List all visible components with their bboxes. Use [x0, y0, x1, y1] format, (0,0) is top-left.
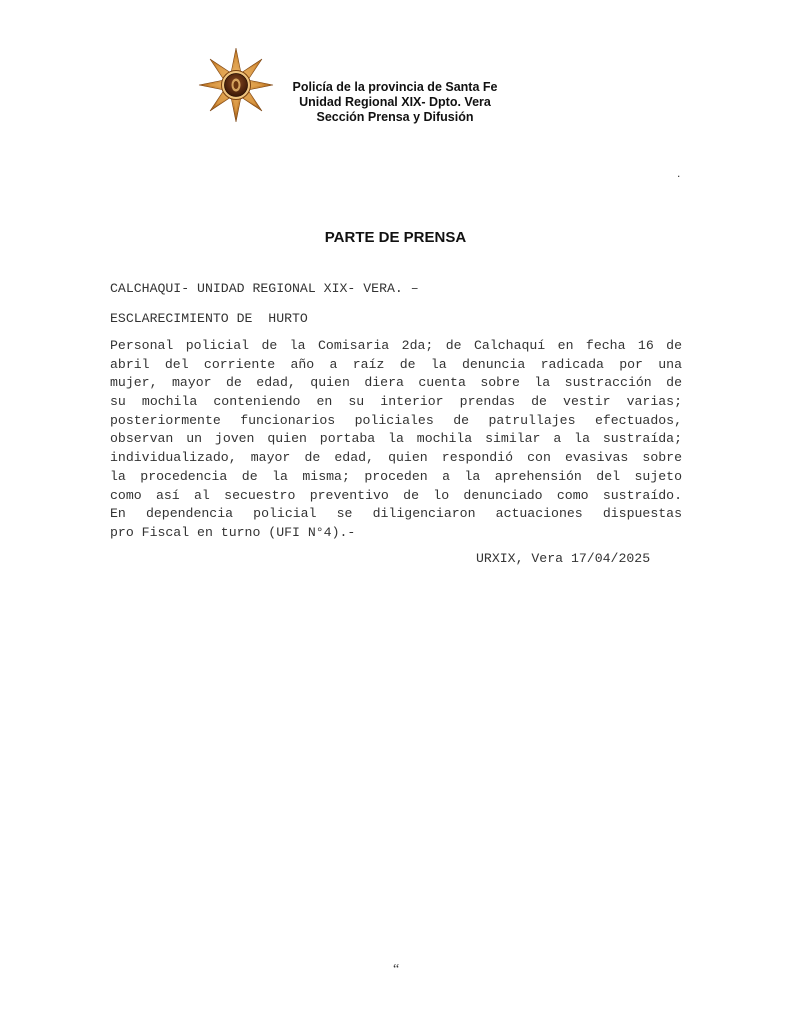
body-line: En dependencia policial se diligenciaron actuaciones dispuestas: [110, 506, 682, 522]
header-line-police: Policía de la provincia de Santa Fe: [292, 80, 498, 94]
signature-date: URXIX, Vera 17/04/2025: [476, 551, 651, 566]
police-star-badge-icon: [198, 47, 274, 123]
location-line: CALCHAQUI- UNIDAD REGIONAL XIX- VERA. –: [110, 281, 419, 296]
body-line: Personal policial de la Comisaria 2da; de Calchaquí en fecha 16 de: [110, 338, 682, 353]
body-line: la procedencia de la misma; proceden a la aprehensión del sujeto: [110, 468, 682, 484]
header-line-unit: Unidad Regional XIX- Dpto. Vera: [299, 95, 491, 109]
body-line: como así al secuestro preventivo de lo denunciado como sustraído.: [110, 487, 682, 503]
footer-mark: “: [393, 962, 400, 977]
top-dot-mark: .: [677, 166, 681, 180]
body-line: su mochila conteniendo en su interior prendas de vestir varias;: [110, 394, 682, 410]
body-line: observan un joven quien portaba la mochila similar a la sustraída;: [110, 431, 682, 447]
subject-line: ESCLARECIMIENTO DE HURTO: [110, 311, 308, 326]
header-line-section: Sección Prensa y Difusión: [316, 110, 474, 124]
body-line: posteriormente funcionarios policiales de patrullajes efectuados,: [110, 412, 682, 428]
document-title: PARTE DE PRENSA: [324, 229, 467, 246]
body-paragraph: [110, 337, 682, 543]
institution-header: [270, 80, 520, 125]
body-line: individualizado, mayor de edad, quien respondió con evasivas sobre: [110, 450, 682, 466]
body-line: abril del corriente año a raíz de la denuncia radicada por una: [110, 356, 682, 372]
body-line: pro Fiscal en turno (UFI N°4).-: [110, 524, 356, 540]
body-line: mujer, mayor de edad, quien diera cuenta sobre la sustracción de: [110, 375, 682, 391]
